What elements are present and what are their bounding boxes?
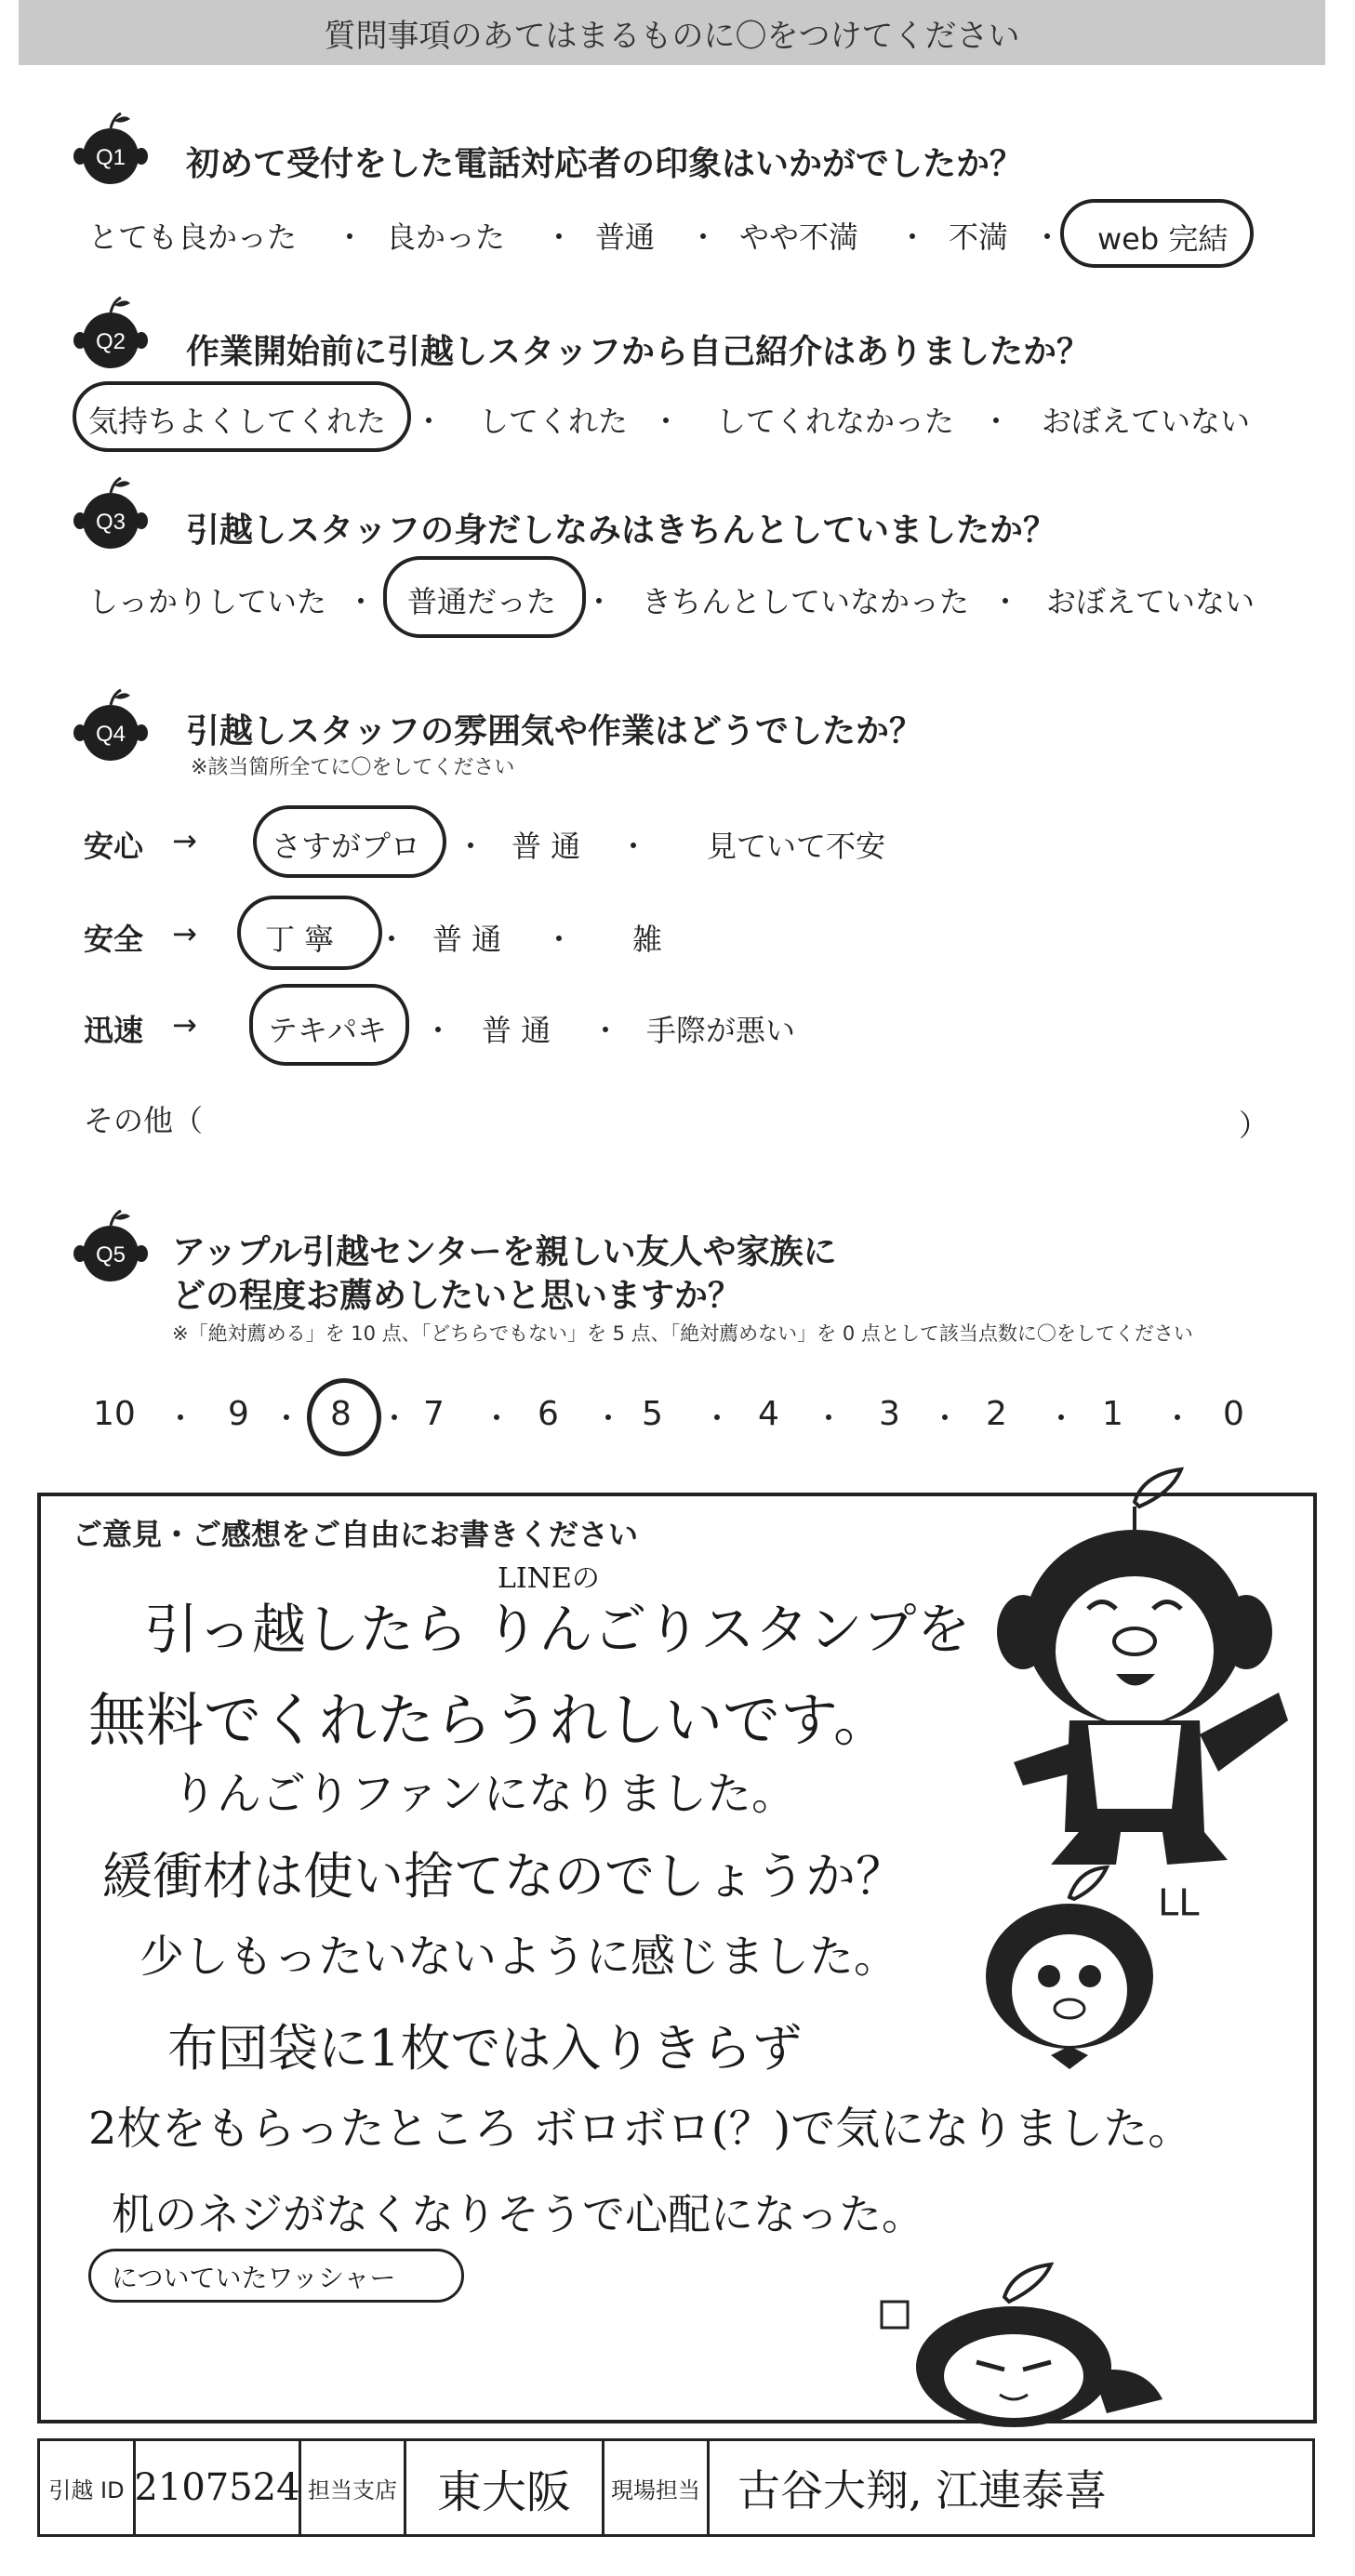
- branch-cell[interactable]: [406, 2441, 604, 2534]
- separator: ・: [651, 404, 682, 439]
- branch-label: 担当支店: [308, 2476, 397, 2503]
- question-4-note: ※該当箇所全てに〇をしてください: [191, 756, 515, 779]
- handwritten-line-5: 少しもったいないように感じました。: [139, 1931, 899, 1983]
- option-q1-6[interactable]: web 完結: [1097, 221, 1229, 257]
- score-0[interactable]: 0: [1223, 1395, 1244, 1433]
- score-2[interactable]: 2: [986, 1395, 1007, 1433]
- handwritten-insert-line: LINEの: [498, 1562, 600, 1595]
- apple-badge-icon: [73, 476, 149, 549]
- separator: ・: [1032, 219, 1063, 255]
- page-title: 質問事項のあてはまるものに〇をつけてください: [324, 17, 1020, 55]
- apple-badge-icon: [73, 112, 149, 184]
- question-1: 初めて受付をした電話対応者の印象はいかがでしたか？: [186, 145, 1024, 183]
- handwritten-line-7: 2枚をもらったところ ボロボロ(？)で気になりました。: [88, 2103, 1193, 2155]
- staff-names: 古谷大翔, 江連泰喜: [737, 2465, 1108, 2516]
- score-1[interactable]: 1: [1102, 1395, 1123, 1433]
- question-2: 作業開始前に引越しスタッフから自己紹介はありましたか？: [186, 333, 1091, 371]
- mascot-doodle-small: [949, 1860, 1218, 2102]
- separator: ・: [688, 219, 719, 255]
- separator: ・: [423, 1013, 454, 1048]
- mascot-doodle-large: [995, 1465, 1302, 1883]
- option-anzen-2[interactable]: 普 通: [432, 922, 502, 957]
- arrow-icon: →: [172, 823, 197, 858]
- separator: ・: [981, 404, 1012, 439]
- separator: ・: [414, 404, 445, 439]
- separator: ・: [379, 1401, 410, 1436]
- option-q3-4[interactable]: おぼえていない: [1046, 584, 1255, 619]
- svg-text:ᒪᒪ: ᒪᒪ: [1158, 1882, 1200, 1925]
- svg-text:Q2: Q2: [95, 329, 126, 354]
- option-q1-5[interactable]: 不満: [949, 219, 1009, 255]
- option-jinsoku-1[interactable]: テキパキ: [268, 1013, 388, 1048]
- option-q1-4[interactable]: やや不満: [739, 219, 859, 255]
- svg-text:Q4: Q4: [95, 722, 126, 747]
- staff-cell[interactable]: [710, 2441, 1240, 2534]
- option-anzen-1[interactable]: 丁 寧: [265, 922, 335, 957]
- score-10[interactable]: 10: [93, 1395, 136, 1433]
- separator: ・: [335, 219, 365, 255]
- question-3: 引越しスタッフの身だしなみはきちんとしていましたか？: [186, 511, 1057, 550]
- move-id-cell[interactable]: [136, 2441, 301, 2534]
- handwritten-line-4: 緩衝材は使い捨てなのでしょうか？: [102, 1847, 906, 1905]
- svg-text:Q3: Q3: [95, 510, 126, 535]
- handwritten-line-8: 机のネジがなくなりそうで心配になった。: [112, 2189, 924, 2239]
- option-q1-3[interactable]: 普通: [595, 219, 656, 255]
- separator: ・: [544, 922, 575, 957]
- separator: ・: [990, 584, 1021, 619]
- score-6[interactable]: 6: [538, 1395, 559, 1433]
- separator: ・: [1162, 1401, 1193, 1436]
- separator: ・: [272, 1401, 302, 1436]
- option-jinsoku-3[interactable]: 手際が悪い: [646, 1013, 796, 1048]
- arrow-icon: →: [172, 916, 197, 951]
- move-id: 2107524: [134, 2466, 300, 2509]
- separator: ・: [166, 1401, 196, 1436]
- comment-heading: ご意見・ご感想をご自由にお書きください: [73, 1517, 639, 1552]
- move-id-label: 引越 ID: [48, 2476, 125, 2503]
- option-q1-2[interactable]: 良かった: [386, 219, 506, 255]
- option-anshin-3[interactable]: 見ていて不安: [707, 829, 886, 864]
- option-q2-4[interactable]: おぼえていない: [1042, 404, 1251, 439]
- svg-text:Q1: Q1: [95, 145, 126, 170]
- footer-table: [37, 2438, 1315, 2537]
- handwritten-insert-note: についていたワッシャー: [112, 2263, 396, 2293]
- branch-label-cell: [301, 2441, 406, 2534]
- apple-badge-icon: [73, 1209, 149, 1281]
- option-anshin-2[interactable]: 普 通: [511, 829, 581, 864]
- row-label-anzen: 安全: [84, 922, 144, 957]
- option-anzen-3[interactable]: 雑: [632, 922, 663, 957]
- question-5-line2: どの程度お薦めしたいと思いますか？: [172, 1277, 742, 1315]
- score-8[interactable]: 8: [330, 1395, 352, 1433]
- separator: ・: [618, 829, 649, 864]
- separator: ・: [482, 1401, 512, 1436]
- score-9[interactable]: 9: [228, 1395, 249, 1433]
- separator: ・: [930, 1401, 961, 1436]
- staff-label: 現場担当: [611, 2476, 700, 2503]
- separator: ・: [456, 829, 486, 864]
- row-label-jinsoku: 迅速: [84, 1013, 144, 1048]
- row-label-anshin: 安心: [84, 829, 144, 864]
- option-q2-3[interactable]: してくれなかった: [716, 404, 955, 439]
- score-5[interactable]: 5: [642, 1395, 663, 1433]
- question-4: 引越しスタッフの雰囲気や作業はどうでしたか？: [186, 712, 923, 750]
- apple-badge-icon: [73, 688, 149, 761]
- staff-label-cell: [604, 2441, 710, 2534]
- apple-badge-icon: [73, 296, 149, 368]
- move-id-label-cell: [40, 2441, 136, 2534]
- separator: ・: [1046, 1401, 1077, 1436]
- other-close: ）: [1239, 1108, 1269, 1143]
- page-header: [19, 0, 1325, 65]
- branch-name: 東大阪: [436, 2465, 571, 2518]
- option-anshin-1[interactable]: さすがプロ: [272, 829, 421, 864]
- score-7[interactable]: 7: [423, 1395, 445, 1433]
- separator: ・: [593, 1401, 624, 1436]
- question-5-note: ※「絶対薦める」を 10 点、「どちらでもない」を 5 点、「絶対薦めない」を 0 点として該当点数に〇をしてください: [172, 1322, 1193, 1345]
- score-4[interactable]: 4: [758, 1395, 779, 1433]
- separator: ・: [346, 584, 377, 619]
- option-q2-2[interactable]: してくれた: [479, 404, 629, 439]
- handwritten-line-1: 引っ越したら りんごりスタンプを: [144, 1598, 971, 1661]
- handwritten-line-3: りんごりファンになりました。: [172, 1768, 797, 1820]
- option-q1-1[interactable]: とても良かった: [88, 219, 298, 255]
- score-3[interactable]: 3: [879, 1395, 900, 1433]
- separator: ・: [377, 922, 407, 957]
- handwritten-line-2: 無料でくれたらうれしいです。: [88, 1686, 892, 1754]
- mascot-doodle-sleeping: [865, 2260, 1181, 2427]
- arrow-icon: →: [172, 1007, 197, 1042]
- option-q2-1[interactable]: 気持ちよくしてくれた: [88, 404, 387, 439]
- separator: ・: [544, 219, 575, 255]
- option-q3-2[interactable]: 普通だった: [407, 584, 557, 619]
- separator: ・: [702, 1401, 733, 1436]
- separator: ・: [897, 219, 928, 255]
- svg-text:Q5: Q5: [95, 1242, 126, 1268]
- other-label: その他（: [84, 1103, 204, 1138]
- option-q3-1[interactable]: しっかりしていた: [88, 584, 327, 619]
- option-jinsoku-2[interactable]: 普 通: [482, 1013, 551, 1048]
- option-q3-3[interactable]: きちんとしていなかった: [642, 584, 970, 619]
- separator: ・: [591, 1013, 621, 1048]
- separator: ・: [584, 584, 615, 619]
- handwritten-line-6: 布団袋に1枚では入りきらず: [167, 2019, 803, 2078]
- question-5-line1: アップル引越センターを親しい友人や家族に: [172, 1233, 837, 1271]
- separator: ・: [814, 1401, 844, 1436]
